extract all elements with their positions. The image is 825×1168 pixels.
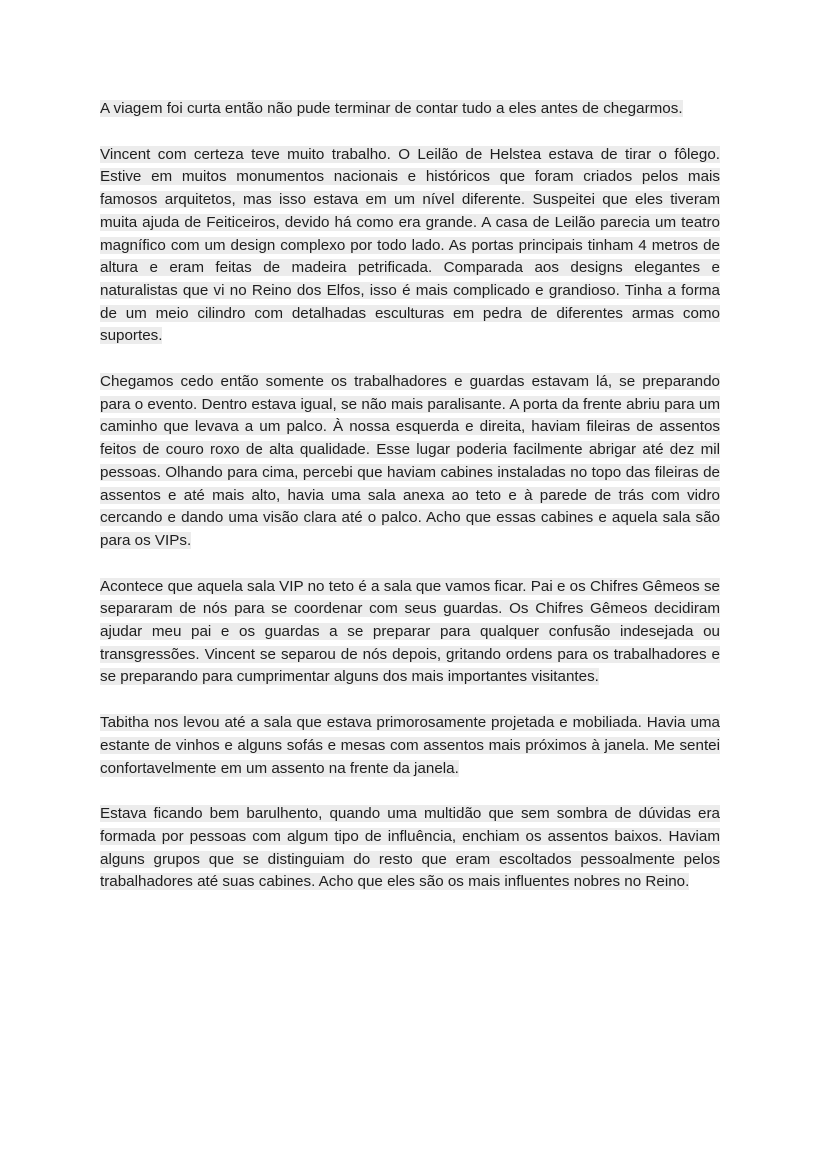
paragraph-1-text: A viagem foi curta então não pude terminar de contar tudo a eles antes de chegarmos. <box>100 100 683 117</box>
paragraph-3 <box>100 371 720 553</box>
paragraph-5 <box>100 712 720 780</box>
document-body <box>100 98 720 917</box>
paragraph-2 <box>100 144 720 348</box>
paragraph-4-text: Acontece que aquela sala VIP no teto é a sala que vamos ficar. Pai e os Chifres Gêmeos se separaram de nós para se coordenar com seus guardas. Os Chifres Gêmeos decidiram ajudar meu pai e os guardas a se preparar para qualquer confusão indesejada ou transgressões. Vincent se separou de nós depois, gritando ordens para os trabalhadores e se preparando para cumprimentar alguns dos mais importantes visitantes. <box>100 577 720 686</box>
paragraph-1 <box>100 98 720 121</box>
paragraph-4 <box>100 576 720 690</box>
paragraph-2-text: Vincent com certeza teve muito trabalho. O Leilão de Helstea estava de tirar o fôlego. Estive em muitos monumentos nacionais e históricos que foram criados pelos mais famosos arquitetos, mas isso estava em um nível diferente. Suspeitei que eles tiveram muita ajuda de Feiticeiros, devido há como era grande. A casa de Leilão parecia um teatro magnífico com um design complexo por todo lado. As portas principais tinham 4 metros de altura e eram feitas de madeira petrificada. Comparada aos designs elegantes e naturalistas que vi no Reino dos Elfos, isso é mais complicado e grandioso. Tinha a forma de um meio cilindro com detalhadas esculturas em pedra de diferentes armas como suportes. <box>100 145 720 345</box>
paragraph-3-text: Chegamos cedo então somente os trabalhadores e guardas estavam lá, se preparando para o evento. Dentro estava igual, se não mais paralisante. A porta da frente abriu para um caminho que levava a um palco. À nossa esquerda e direita, haviam fileiras de assentos feitos de couro roxo de alta qualidade. Esse lugar poderia facilmente abrigar até dez mil pessoas. Olhando para cima, percebi que haviam cabines instaladas no topo das fileiras de assentos e até mais alto, havia uma sala anexa ao teto e à parede de trás com vidro cercando e dando uma visão clara até o palco. Acho que essas cabines e aquela sala são para os VIPs. <box>100 373 720 549</box>
paragraph-6 <box>100 803 720 894</box>
paragraph-6-text: Estava ficando bem barulhento, quando uma multidão que sem sombra de dúvidas era formada por pessoas com algum tipo de influência, enchiam os assentos baixos. Haviam alguns grupos que se distinguiam do resto que eram escoltados pessoalmente pelos trabalhadores até suas cabines. Acho que eles são os mais influentes nobres no Reino. <box>100 805 720 891</box>
paragraph-5-text: Tabitha nos levou até a sala que estava primorosamente projetada e mobiliada. Havia uma estante de vinhos e alguns sofás e mesas com assentos mais próximos à janela. Me sentei confortavelmente em um assento na frente da janela. <box>100 714 720 777</box>
